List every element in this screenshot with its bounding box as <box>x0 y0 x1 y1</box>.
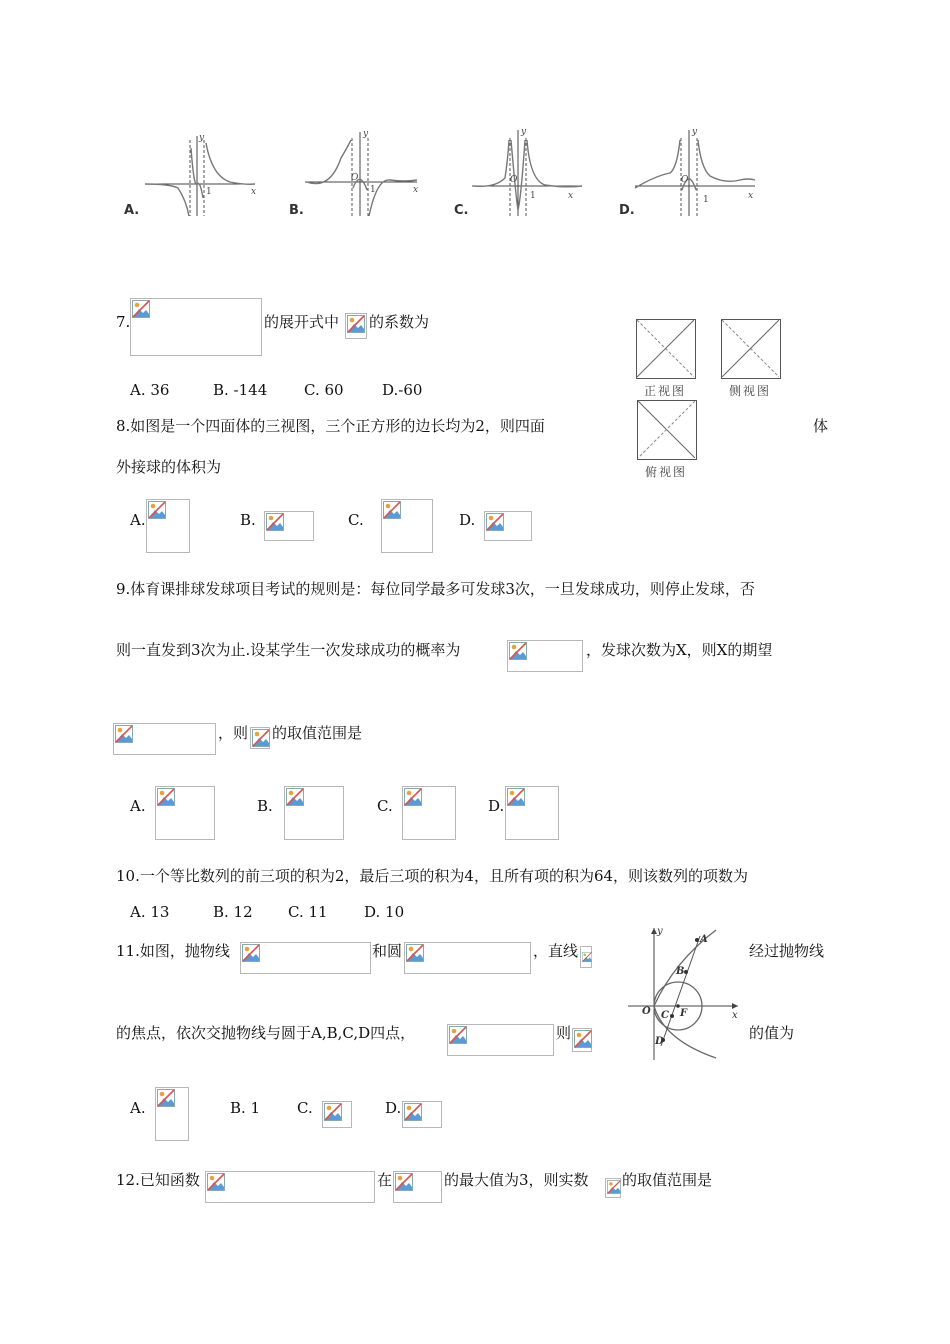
q9-probability-image <box>507 640 583 672</box>
graph-option-c <box>450 128 595 220</box>
fig-origin-label: O <box>642 1006 651 1017</box>
q10-option-a[interactable]: A. 13 <box>130 903 170 921</box>
q11-figure-svg <box>624 922 742 1064</box>
x-axis-label: x <box>251 187 257 197</box>
front-view-label: 正视图 <box>644 384 687 398</box>
y-axis-label: y <box>521 128 527 137</box>
q9-option-b-image <box>284 786 344 840</box>
q7-number: 7. <box>116 313 131 331</box>
fig-point-d: D <box>655 1036 664 1047</box>
q7-option-d[interactable]: D.-60 <box>382 381 423 399</box>
graph-option-c-label[interactable]: C. <box>454 203 469 218</box>
q11-line1-start: 11.如图，抛物线 <box>116 942 230 960</box>
q11-option-c[interactable]: C. <box>297 1099 313 1117</box>
broken-image-icon <box>607 1180 621 1194</box>
x-axis-label: x <box>748 191 754 201</box>
q8-option-b[interactable]: B. <box>240 511 256 529</box>
q9-variable-image <box>250 727 270 749</box>
q8-option-c[interactable]: C. <box>348 511 364 529</box>
q11-line1-mid2: ，直线 <box>533 942 579 960</box>
q11-option-c-image <box>322 1101 352 1128</box>
q7-expression-image <box>130 298 262 356</box>
q10-option-c[interactable]: C. 11 <box>288 903 328 921</box>
broken-image-icon <box>157 1089 175 1107</box>
broken-image-icon <box>157 788 175 806</box>
q11-option-a[interactable]: A. <box>130 1099 146 1117</box>
graph-b-svg <box>285 128 430 220</box>
broken-image-icon <box>486 513 504 531</box>
front-view-diagonal <box>637 320 694 377</box>
q12-start: 12.已知函数 <box>116 1171 200 1189</box>
q11-line2-mid: 则 <box>556 1024 572 1042</box>
q9-line3-end: 的取值范围是 <box>272 724 363 742</box>
broken-image-icon <box>395 1173 413 1191</box>
q12-end: 的取值范围是 <box>622 1171 713 1189</box>
front-view-square <box>636 319 696 379</box>
y-axis-label: y <box>692 128 698 137</box>
q8-option-a-image <box>146 499 190 553</box>
q9-option-b[interactable]: B. <box>257 797 273 815</box>
x-axis-label: x <box>413 185 419 195</box>
broken-image-icon <box>582 948 592 966</box>
top-view-label: 俯视图 <box>645 465 688 479</box>
graph-option-b-label[interactable]: B. <box>289 203 304 218</box>
broken-image-icon <box>132 300 150 318</box>
q7-text-end: 的系数为 <box>369 313 430 331</box>
graph-option-d <box>615 128 765 220</box>
broken-image-icon <box>574 1030 592 1048</box>
q12-param-image <box>605 1178 621 1198</box>
fig-x-label: x <box>732 1010 738 1021</box>
q11-option-d[interactable]: D. <box>385 1099 402 1117</box>
fig-point-c: C <box>661 1010 669 1021</box>
q9-line2-tail: ，发球次数为X，则X的期望 <box>586 641 773 659</box>
broken-image-icon <box>347 315 365 333</box>
q9-line1: 9.体育课排球发球项目考试的规则是：每位同学最多可发球3次，一旦发球成功，则停止发球，否 <box>116 580 755 598</box>
q12-interval-image <box>393 1171 442 1203</box>
q11-line2-end: 的值为 <box>749 1024 795 1042</box>
q11-line1-end: 经过抛物线 <box>749 942 825 960</box>
side-view-square <box>721 319 781 379</box>
graph-option-a <box>120 128 265 220</box>
broken-image-icon <box>509 642 527 660</box>
q7-text: 的展开式中 <box>264 313 340 331</box>
q11-condition-image <box>447 1024 554 1056</box>
graph-option-d-label[interactable]: D. <box>619 203 635 218</box>
broken-image-icon <box>404 1103 422 1121</box>
fig-point-f: F <box>680 1008 688 1019</box>
q8-option-d-image <box>484 511 532 541</box>
q11-option-b[interactable]: B. 1 <box>230 1099 261 1117</box>
q9-option-c-image <box>402 786 456 840</box>
q9-option-a[interactable]: A. <box>130 797 146 815</box>
broken-image-icon <box>383 501 401 519</box>
q11-figure <box>624 922 742 1064</box>
q10-option-b[interactable]: B. 12 <box>213 903 253 921</box>
q12-function-image <box>205 1171 375 1203</box>
q9-line2: 则一直发到3次为止.设某学生一次发球成功的概率为 <box>116 641 461 659</box>
q7-option-a[interactable]: A. 36 <box>130 381 170 399</box>
broken-image-icon <box>449 1026 467 1044</box>
broken-image-icon <box>404 788 422 806</box>
broken-image-icon <box>148 501 166 519</box>
broken-image-icon <box>252 729 270 747</box>
q11-expression-image <box>572 1028 592 1052</box>
fig-point-a: A <box>700 934 708 945</box>
q12-mid: 在 <box>377 1171 393 1189</box>
q9-expectation-image <box>113 723 216 755</box>
graph-d-svg <box>615 128 765 220</box>
top-view-square <box>637 400 697 460</box>
q11-line-image <box>580 946 592 968</box>
side-view-diagonal <box>722 320 779 377</box>
q9-option-a-image <box>155 786 215 840</box>
side-view-label: 侧视图 <box>729 384 772 398</box>
q10-text: 10.一个等比数列的前三项的积为2，最后三项的积为4，且所有项的积为64，则该数列的项数为 <box>116 867 749 885</box>
top-view-diagonal <box>638 401 695 458</box>
q11-line1-mid: 和圆 <box>372 942 403 960</box>
q10-option-d[interactable]: D. 10 <box>364 903 405 921</box>
q8-option-b-image <box>264 511 314 541</box>
broken-image-icon <box>115 725 133 743</box>
q8-option-a[interactable]: A. <box>130 511 146 529</box>
q7-option-c[interactable]: C. 60 <box>304 381 344 399</box>
q7-option-b[interactable]: B. -144 <box>213 381 268 399</box>
fig-point-b: B <box>676 966 685 977</box>
y-axis-label: y <box>199 133 205 143</box>
broken-image-icon <box>207 1173 225 1191</box>
q8-line2: 外接球的体积为 <box>116 458 222 476</box>
graph-a-svg <box>120 128 265 220</box>
fig-y-label: y <box>657 926 663 937</box>
x-axis-label: x <box>568 191 574 201</box>
q8-option-d[interactable]: D. <box>459 511 476 529</box>
q7-term-image <box>345 313 367 339</box>
q11-option-a-image <box>155 1087 189 1141</box>
broken-image-icon <box>324 1103 342 1121</box>
graph-option-a-label[interactable]: A. <box>124 203 140 218</box>
q11-circle-image <box>404 942 531 974</box>
q11-line2-start: 的焦点，依次交抛物线与圆于A,B,C,D四点， <box>116 1024 416 1042</box>
tick-1: 1 <box>370 185 376 195</box>
origin-label: O <box>351 173 359 183</box>
broken-image-icon <box>286 788 304 806</box>
q9-option-d-image <box>505 786 559 840</box>
q9-option-c[interactable]: C. <box>377 797 393 815</box>
broken-image-icon <box>242 944 260 962</box>
graph-c-svg <box>450 128 595 220</box>
q11-parabola-image <box>240 942 371 974</box>
broken-image-icon <box>266 513 284 531</box>
broken-image-icon <box>507 788 525 806</box>
q9-line3-mid: ，则 <box>218 724 249 742</box>
y-axis-label: y <box>363 129 369 139</box>
tick-1: 1 <box>703 195 709 205</box>
tick-1: 1 <box>206 187 212 197</box>
tick-1: 1 <box>530 191 536 201</box>
q12-mid2: 的最大值为3，则实数 <box>444 1171 589 1189</box>
q11-option-d-image <box>402 1101 442 1128</box>
graph-option-b <box>285 128 430 220</box>
q8-option-c-image <box>381 499 433 553</box>
q8-line1-tail: 体 <box>813 417 829 435</box>
q8-line1: 8.如图是一个四面体的三视图，三个正方形的边长均为2，则四面 <box>116 417 545 435</box>
broken-image-icon <box>406 944 424 962</box>
origin-label: O <box>510 175 518 185</box>
q9-option-d[interactable]: D. <box>488 797 505 815</box>
origin-label: O <box>681 175 689 185</box>
